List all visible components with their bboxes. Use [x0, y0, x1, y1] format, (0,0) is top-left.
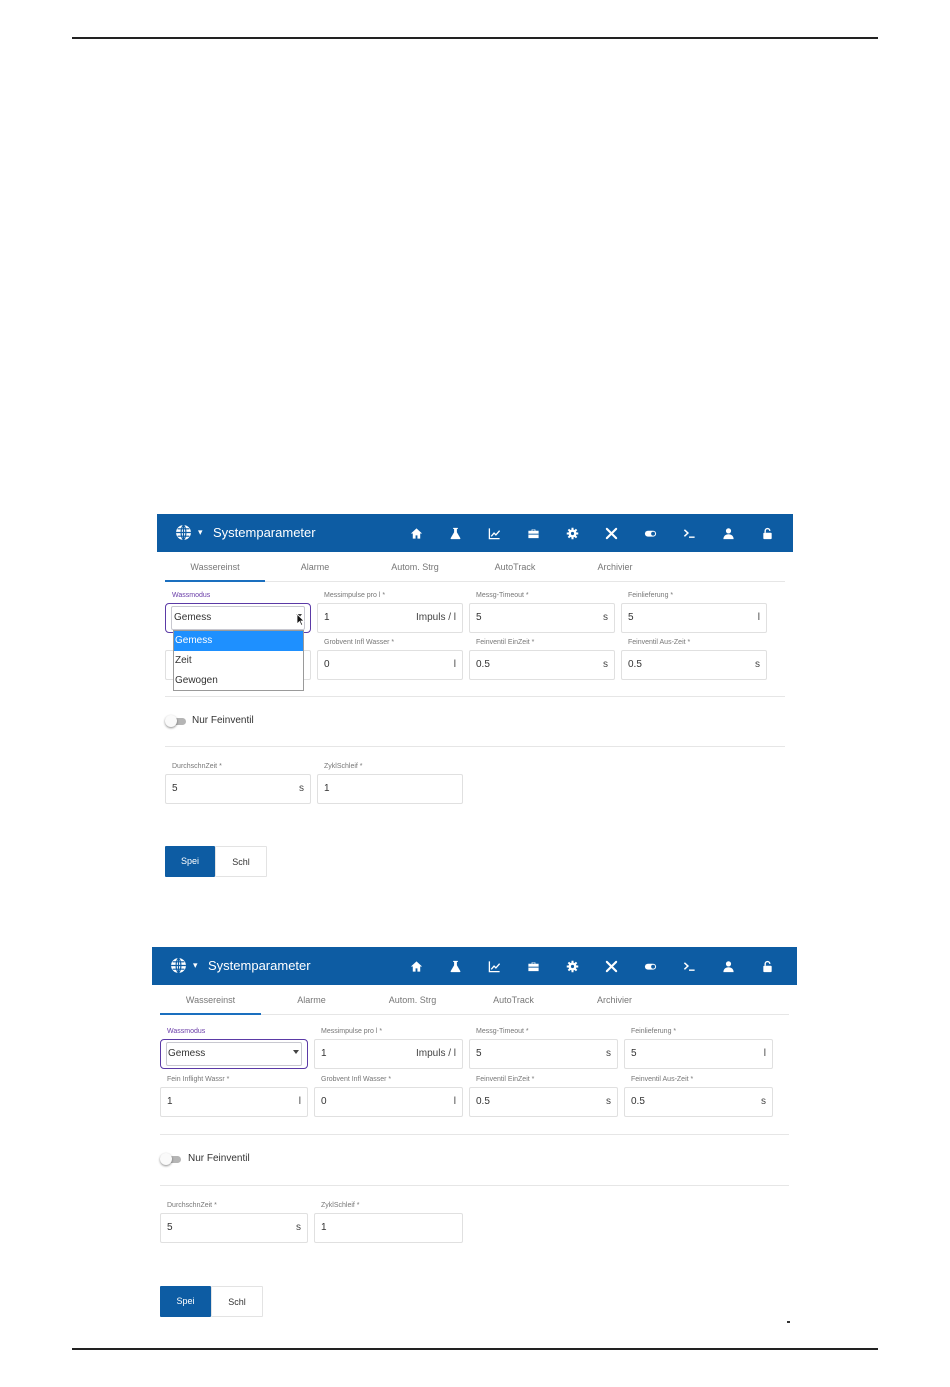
tab-bar	[165, 552, 785, 582]
tab-autotrack[interactable]: AutoTrack	[494, 562, 536, 572]
zyklschleif-field[interactable]	[314, 1202, 463, 1243]
grobvent-field[interactable]	[314, 1076, 463, 1117]
mouse-cursor-icon	[296, 613, 305, 626]
messg-timeout-field[interactable]	[469, 1028, 618, 1069]
grobvent-value: 0	[321, 1096, 327, 1107]
wassmodus-value: Gemess	[168, 1048, 206, 1059]
durchschn-field[interactable]	[165, 763, 311, 804]
feinlieferung-field[interactable]	[621, 592, 767, 633]
messg-timeout-field[interactable]	[469, 592, 615, 633]
feinlieferung-unit: l	[763, 1048, 766, 1059]
option-gemess[interactable]: Gemess	[174, 631, 303, 651]
page-top-rule	[72, 37, 878, 39]
option-zeit[interactable]: Zeit	[175, 655, 192, 666]
tab-archivier[interactable]: Archivier	[597, 562, 633, 572]
zyklschleif-label: ZyklSchleif *	[321, 1202, 360, 1209]
language-caret-icon[interactable]: ▾	[198, 527, 203, 537]
grobvent-field[interactable]	[317, 639, 463, 680]
zyklschleif-field[interactable]	[317, 763, 463, 804]
user-icon[interactable]	[709, 947, 748, 985]
nur-feinventil-toggle[interactable]	[160, 1153, 182, 1165]
messimpulse-field[interactable]	[317, 592, 463, 633]
unlock-icon[interactable]	[748, 514, 787, 552]
messimpulse-field[interactable]	[314, 1028, 463, 1069]
messg-timeout-label: Messg-Timeout *	[476, 592, 529, 599]
feinventil-aus-value: 0.5	[628, 659, 642, 670]
wassmodus-label: Wassmodus	[167, 1028, 206, 1035]
terminal-icon[interactable]	[670, 514, 709, 552]
wrench-screwdriver-icon[interactable]	[592, 514, 631, 552]
screenshot-dropdown-open	[157, 514, 793, 894]
wrench-screwdriver-icon[interactable]	[592, 947, 631, 985]
chart-icon[interactable]	[475, 947, 514, 985]
flask-icon[interactable]	[436, 947, 475, 985]
divider	[160, 1134, 789, 1135]
nur-feinventil-toggle[interactable]	[165, 715, 187, 727]
feinventil-ein-unit: s	[603, 659, 608, 670]
feinventil-ein-unit: s	[606, 1096, 611, 1107]
feinventil-aus-unit: s	[755, 659, 760, 670]
feinlieferung-unit: l	[757, 612, 760, 623]
close-button[interactable]: Schl	[211, 1286, 263, 1317]
chart-icon[interactable]	[475, 514, 514, 552]
feinventil-ein-label: Feinventil EinZeit *	[476, 639, 535, 646]
unlock-icon[interactable]	[748, 947, 787, 985]
toggle-icon[interactable]	[631, 514, 670, 552]
grobvent-label: Grobvent Infl Wasser *	[324, 639, 395, 646]
feinventil-aus-field[interactable]	[624, 1076, 773, 1117]
durchschn-field[interactable]	[160, 1202, 308, 1243]
grobvent-unit: l	[453, 1096, 456, 1107]
wassmodus-dropdown	[173, 630, 304, 691]
globe-icon[interactable]	[170, 957, 187, 974]
tab-wassereinst[interactable]: Wassereinst	[165, 552, 265, 582]
feinventil-aus-value: 0.5	[631, 1096, 645, 1107]
feinventil-ein-value: 0.5	[476, 1096, 490, 1107]
messimpulse-unit: Impuls / l	[415, 1048, 456, 1059]
flask-icon[interactable]	[436, 514, 475, 552]
page-title: Systemparameter	[213, 525, 316, 540]
feinlieferung-field[interactable]	[624, 1028, 773, 1069]
close-button[interactable]: Schl	[215, 846, 267, 877]
feinventil-ein-value: 0.5	[476, 659, 490, 670]
durchschn-value: 5	[172, 783, 178, 794]
messimpulse-unit: Impuls / l	[415, 612, 456, 623]
grobvent-unit: l	[453, 659, 456, 670]
save-button[interactable]: Spei	[160, 1286, 211, 1317]
nur-feinventil-label: Nur Feinventil	[192, 715, 254, 726]
terminal-icon[interactable]	[670, 947, 709, 985]
wassmodus-label: Wassmodus	[172, 592, 211, 599]
gear-icon[interactable]	[553, 514, 592, 552]
messg-timeout-value: 5	[476, 612, 482, 623]
zyklschleif-value: 1	[324, 783, 330, 794]
toolbar-icons	[397, 514, 787, 552]
durchschn-unit: s	[296, 1222, 301, 1233]
toggle-icon[interactable]	[631, 947, 670, 985]
durchschn-value: 5	[167, 1222, 173, 1233]
chevron-down-icon[interactable]	[293, 1050, 299, 1054]
fein-inflight-label: Fein Inflight Wassr *	[167, 1076, 230, 1083]
gear-icon[interactable]	[553, 947, 592, 985]
tab-autom-strg[interactable]: Autom. Strg	[388, 995, 437, 1005]
wassmodus-value: Gemess	[174, 612, 212, 623]
screenshot-dropdown-closed	[152, 947, 797, 1327]
feinventil-ein-label: Feinventil EinZeit *	[476, 1076, 535, 1083]
page-title: Systemparameter	[208, 958, 311, 973]
wassmodus-select[interactable]	[160, 1028, 308, 1069]
app-bar	[152, 947, 797, 985]
tab-alarme[interactable]: Alarme	[300, 562, 330, 572]
tab-autotrack[interactable]: AutoTrack	[493, 995, 534, 1005]
tab-bar	[160, 985, 789, 1015]
messimpulse-value: 1	[324, 612, 330, 623]
messimpulse-label: Messimpulse pro l *	[321, 1028, 383, 1035]
page-bottom-rule	[72, 1348, 878, 1350]
feinlieferung-value: 5	[631, 1048, 637, 1059]
feinventil-aus-label: Feinventil Aus-Zeit *	[631, 1076, 694, 1083]
option-gewogen[interactable]: Gewogen	[175, 675, 218, 686]
fein-inflight-value: 1	[167, 1096, 173, 1107]
nur-feinventil-label: Nur Feinventil	[188, 1153, 250, 1164]
grobvent-value: 0	[324, 659, 330, 670]
feinventil-aus-label: Feinventil Aus-Zeit *	[628, 639, 691, 646]
tab-alarme[interactable]: Alarme	[297, 995, 326, 1005]
divider	[165, 696, 785, 697]
language-caret-icon[interactable]: ▾	[193, 960, 198, 970]
durchschn-unit: s	[299, 783, 304, 794]
home-icon[interactable]	[397, 947, 436, 985]
toolbox-icon[interactable]	[514, 947, 553, 985]
fein-inflight-field[interactable]	[160, 1076, 308, 1117]
messg-timeout-value: 5	[476, 1048, 482, 1059]
feinventil-ein-field[interactable]	[469, 1076, 618, 1117]
messimpulse-label: Messimpulse pro l *	[324, 592, 386, 599]
wassmodus-select[interactable]	[165, 592, 311, 633]
user-icon[interactable]	[709, 514, 748, 552]
zyklschleif-value: 1	[321, 1222, 327, 1233]
messg-timeout-unit: s	[603, 612, 608, 623]
divider	[160, 1185, 789, 1186]
durchschn-label: DurchschnZeit *	[172, 763, 222, 770]
feinlieferung-value: 5	[628, 612, 634, 623]
fein-inflight-unit: l	[298, 1096, 301, 1107]
stray-mark	[787, 1321, 790, 1323]
messg-timeout-unit: s	[606, 1048, 611, 1059]
globe-icon[interactable]	[175, 524, 192, 541]
divider	[165, 746, 785, 747]
tab-autom-strg[interactable]: Autom. Strg	[391, 562, 439, 572]
tab-archivier[interactable]: Archivier	[596, 995, 632, 1005]
toolbar-icons	[397, 947, 787, 985]
feinventil-aus-unit: s	[761, 1096, 766, 1107]
tab-wassereinst[interactable]: Wassereinst	[160, 985, 261, 1015]
home-icon[interactable]	[397, 514, 436, 552]
zyklschleif-label: ZyklSchleif *	[324, 763, 363, 770]
durchschn-label: DurchschnZeit *	[167, 1202, 217, 1209]
feinlieferung-label: Feinlieferung *	[631, 1028, 677, 1035]
toolbox-icon[interactable]	[514, 514, 553, 552]
feinventil-ein-field[interactable]	[469, 639, 615, 680]
messg-timeout-label: Messg-Timeout *	[476, 1028, 529, 1035]
messimpulse-value: 1	[321, 1048, 327, 1059]
save-button[interactable]: Spei	[165, 846, 215, 877]
feinlieferung-label: Feinlieferung *	[628, 592, 674, 599]
app-bar	[157, 514, 793, 552]
feinventil-aus-field[interactable]	[621, 639, 767, 680]
grobvent-label: Grobvent Infl Wasser *	[321, 1076, 392, 1083]
